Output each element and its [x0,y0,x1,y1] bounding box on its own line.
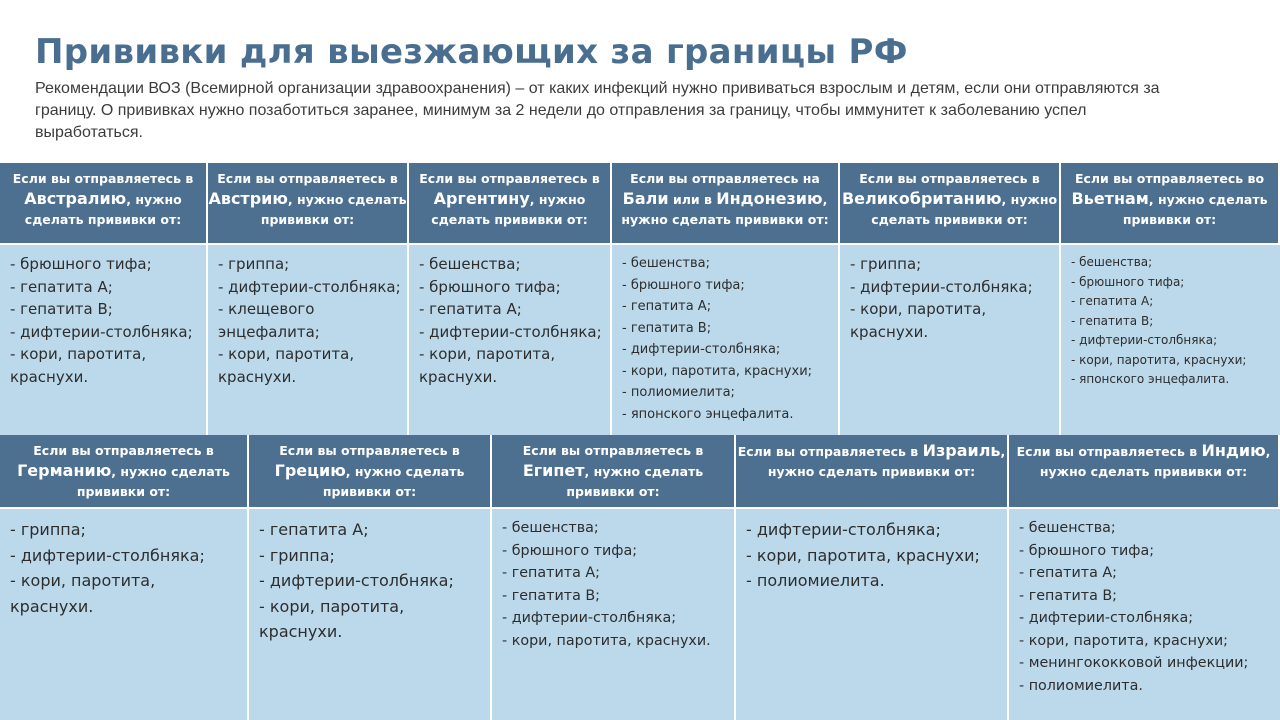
list-item: - дифтерии-столбняка; [419,322,602,341]
list-israel [736,507,1009,720]
list-item: - брюшного тифа; [622,277,745,293]
list-item: - бешенства; [1019,520,1116,536]
list-item: - кори, паротита, краснухи; [622,363,813,379]
list-item: - гриппа; [850,255,922,273]
list-argentina [409,243,612,435]
list-item: краснухи. [10,367,89,386]
list-item: - полиомиелита. [1019,677,1143,694]
list-item: - дифтерии-столбняка; [622,342,781,357]
list-germany [0,507,249,720]
list-australia [0,243,208,435]
page-title: Прививки для выезжающих за границы РФ [35,32,908,72]
list-item: - гриппа; [218,255,290,273]
list-item: - брюшного тифа; [502,542,638,559]
list-item: - бешенства; [1071,255,1153,269]
list-item: - дифтерии-столбняка; [218,277,401,296]
header-vietnam: Если вы отправляетесь во Вьетнам, нужно сделать прививки от: [1061,163,1280,243]
list-item: - гепатита В; [622,320,712,336]
header-egypt: Если вы отправляетесь в Египет, нужно сделать прививки от: [492,435,736,507]
list-item: - гепатита А; [419,300,522,318]
header-great-britain: Если вы отправляетесь в Великобританию, нужно сделать прививки от: [840,163,1061,243]
list-item: - дифтерии-столбняка; [1071,333,1218,347]
list-india [1009,507,1280,720]
table-row-1 [0,163,1280,435]
list-item: - полиомиелита. [746,571,885,590]
list-item: - кори, паротита, краснухи; [1071,352,1247,367]
table-row-2 [0,435,1280,720]
list-item: - кори, паротита, [10,571,156,590]
list-item: - брюшного тифа; [1071,274,1185,289]
list-item: - дифтерии-столбняка; [850,277,1033,296]
list-item: - гепатита А; [622,299,712,314]
list-item: - брюшного тифа; [419,277,561,296]
list-austria [208,243,409,435]
list-item: - гриппа; [10,520,86,539]
list-item: краснухи. [419,367,498,386]
list-item: - гепатита В; [1019,587,1117,604]
list-bali-indonesia [612,243,840,435]
list-great-britain [840,243,1061,435]
list-item: - японского энцефалита. [1071,372,1230,386]
list-item: - японского энцефалита. [622,406,794,422]
header-germany: Если вы отправляетесь в Германию, нужно сделать прививки от: [0,435,249,507]
list-item: - дифтерии-столбняка; [1019,610,1194,626]
list-item: - гриппа; [259,545,335,565]
list-item: краснухи. [10,596,94,616]
list-item: - кори, паротита, [10,345,147,363]
list-item: - гепатита В; [502,587,600,604]
list-item: - кори, паротита, краснухи. [502,632,711,649]
list-item: - дифтерии-столбняка; [10,322,193,341]
header-israel: Если вы отправляетесь в Израиль, нужно сделать прививки от: [736,435,1009,507]
list-item: - клещевого [218,300,315,318]
page-subtitle: Рекомендации ВОЗ (Всемирной организации здравоохранения) – от каких инфекций нужно прививаться взрослым и детям, если они отправляются за границу. О прививках нужно позаботиться заранее, минимум за 2 недели до отправления за границу, чтобы иммунитет к заболеванию успел выработаться. [35,80,1160,141]
list-item: - дифтерии-столбняка; [746,520,941,539]
header-austria: Если вы отправляетесь в Австрию, нужно сделать прививки от: [208,163,409,243]
list-greece [249,507,492,720]
header-argentina: Если вы отправляетесь в Аргентину, нужно сделать прививки от: [409,163,612,243]
list-item: краснухи. [218,367,297,386]
list-item: - бешенства; [502,520,599,536]
list-item: - гепатита А; [1019,565,1117,581]
list-item: краснухи. [850,322,929,341]
list-item: - кори, паротита, [218,345,355,363]
header-greece: Если вы отправляетесь в Грецию, нужно сделать прививки от: [249,435,492,507]
header-bali-indonesia: Если вы отправляетесь на Бали или в Индонезию, нужно сделать прививки от: [612,163,840,243]
list-item: - бешенства; [419,255,521,273]
list-item: - гепатита А; [259,520,369,539]
list-item: - дифтерии-столбняка; [10,545,205,565]
list-item: - кори, паротита, краснухи; [1019,632,1228,649]
list-item: - кори, паротита, краснухи; [746,545,980,565]
list-item: - кори, паротита, [259,596,405,616]
list-item: - кори, паротита, [850,300,987,318]
list-item: - гепатита А; [10,277,113,296]
list-item: краснухи. [259,622,343,641]
list-item: - гепатита В; [1071,313,1154,328]
list-item: - брюшного тифа; [10,255,152,273]
list-item: - брюшного тифа; [1019,542,1155,559]
list-item: - менингококковой инфекции; [1019,655,1249,671]
list-item: - дифтерии-столбняка; [259,571,454,590]
list-item: - бешенства; [622,256,710,271]
list-item: энцефалита; [218,322,320,341]
list-item: - кори, паротита, [419,345,556,363]
list-item: - гепатита А; [1071,294,1154,308]
header-india: Если вы отправляетесь в Индию, нужно сделать прививки от: [1009,435,1280,507]
list-item: - дифтерии-столбняка; [502,610,677,626]
list-item: - гепатита А; [502,565,600,581]
list-item: - полиомиелита; [622,385,735,400]
list-egypt [492,507,736,720]
header-australia: Если вы отправляетесь в Австралию, нужно сделать прививки от: [0,163,208,243]
list-vietnam [1061,243,1280,435]
list-item: - гепатита В; [10,300,113,318]
